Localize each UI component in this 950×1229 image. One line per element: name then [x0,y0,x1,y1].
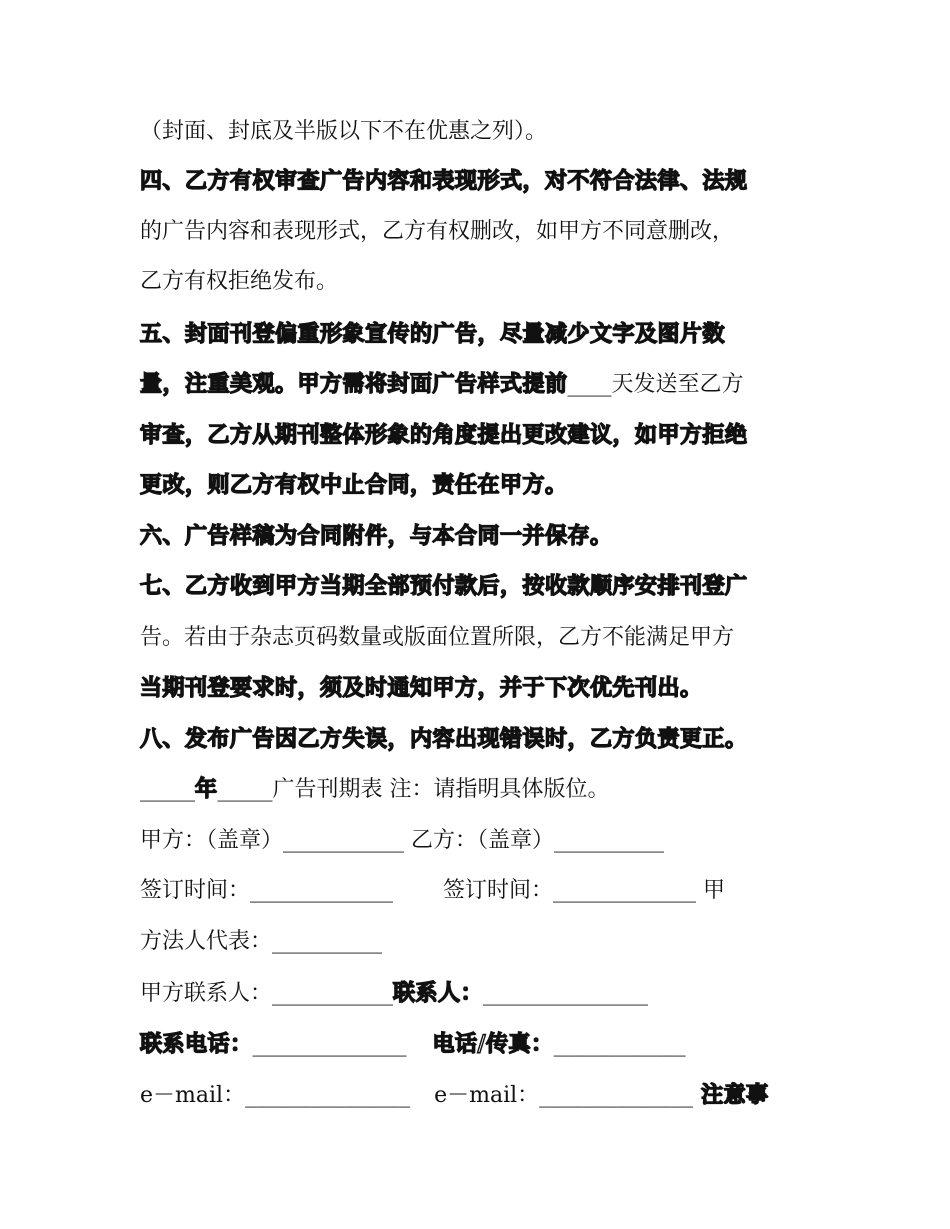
text-line-1: （封面、封底及半版以下不在优惠之列）。 [140,119,548,144]
text-line-11: 告。若由于杂志页码数量或版面位置所限，乙方不能满足甲方 [140,625,735,650]
text-line-3: 的广告内容和表现形式，乙方有权删改，如甲方不同意删改， [140,219,735,244]
text-line-13: 八、发布广告因乙方失误，内容出现错误时，乙方负责更正。 [140,727,748,752]
year-blank: _____ [140,777,195,802]
phone-line [140,1030,820,1060]
text-line-4: 乙方有权拒绝发布。 [140,269,339,294]
party-seal-line: 甲方：（盖章）___________ 乙方：（盖章）__________ [140,828,664,853]
text-line-5: 五、封面刊登偏重形象宣传的广告，尽量减少文字及图片数 [140,322,726,347]
party-b-email: e－mail：______________ [434,1083,694,1108]
party-a-sign-date: 签订时间：_____________ [140,878,394,903]
text-line-12: 当期刊登要求时，须及时通知甲方，并于下次优先刊出。 [140,676,703,701]
fax-label: 电话/传真： [432,1032,554,1057]
text-line-6-outlined: 量，注重美观。甲方需将封面广告样式提前 [140,372,568,397]
text-line-6-plain: ____天发送至乙方 [567,372,744,397]
text-line-8: 更改，则乙方有权中止合同，责任在甲方。 [140,473,568,498]
sign-date-line [140,876,820,906]
year-label: 年 [195,777,218,802]
party-b-sign-date: 签订时间：_____________ 甲 [443,878,726,903]
phone-label: 联系电话： [140,1032,253,1057]
email-line [140,1081,820,1111]
legal-rep-line: 方法人代表：__________ [140,929,383,954]
phone-blank: ______________ [252,1032,407,1057]
contact-line [140,979,820,1009]
text-line-14 [140,775,820,805]
party-b-contact-blank: _______________ [483,981,649,1006]
notes-heading: 注意事 [701,1083,769,1108]
party-a-contact: 甲方联系人：___________ [140,981,394,1006]
text-line-6 [140,370,820,400]
text-line-10: 七、乙方收到甲方当期全部预付款后，按收款顺序安排刊登广 [140,574,748,599]
party-a-email: e－mail：_______________ [140,1083,411,1108]
text-line-9: 六、广告样稿为合同附件，与本合同一并保存。 [140,524,613,549]
party-b-contact-label: 联系人： [393,981,484,1006]
schedule-note: _____广告刊期表 注：请指明具体版位。 [217,777,610,802]
text-line-2: 四、乙方有权审查广告内容和表现形式，对不符合法律、法规 [140,169,748,194]
fax-blank: ____________ [553,1032,686,1057]
text-line-7: 审查，乙方从期刊整体形象的角度提出更改建议，如甲方拒绝 [140,423,748,448]
